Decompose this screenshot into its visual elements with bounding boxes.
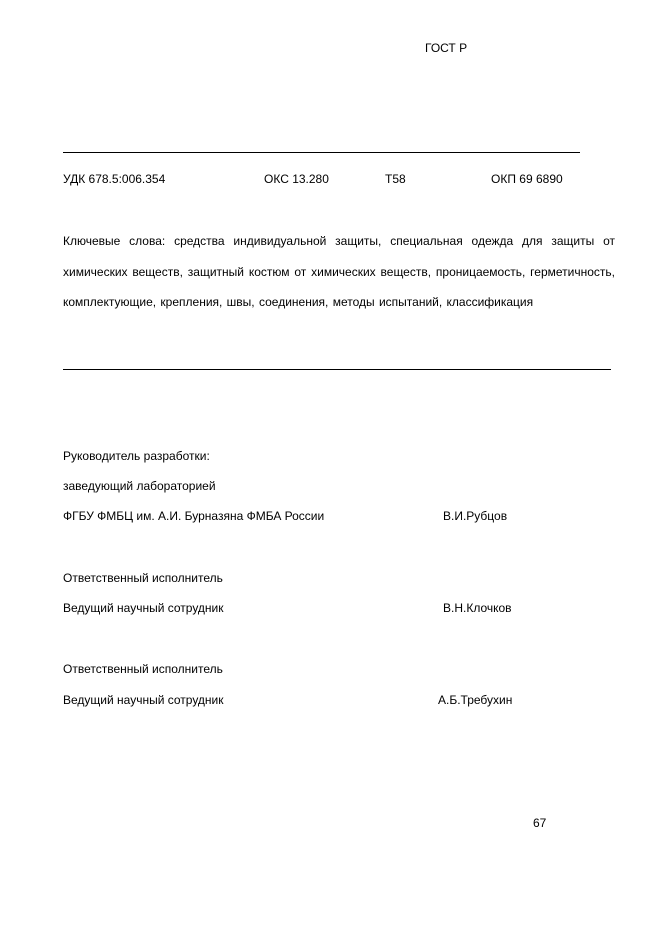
- keywords-paragraph: Ключевые слова: средства индивидуальной защиты, специальная одежда для защиты от химических веществ, защитный костюм от химических веществ, проницаемость, герметичность, комплектующие, крепления, швы, соединения, методы испытаний, классификация: [63, 234, 615, 309]
- udk-code: УДК 678.5:006.354: [63, 172, 166, 186]
- head-title: Руководитель разработки:: [63, 449, 210, 463]
- exec1-title: Ответственный исполнитель: [63, 571, 223, 585]
- head-position: заведующий лабораторией: [63, 479, 216, 493]
- exec2-position: Ведущий научный сотрудник: [63, 693, 224, 707]
- exec2-title: Ответственный исполнитель: [63, 662, 223, 676]
- head-organization: ФГБУ ФМБЦ им. А.И. Бурназяна ФМБА России: [63, 509, 325, 523]
- bottom-divider: [63, 369, 611, 370]
- exec1-position: Ведущий научный сотрудник: [63, 601, 224, 615]
- standard-header: ГОСТ Р: [425, 41, 468, 55]
- okp-code: ОКП 69 6890: [491, 172, 563, 186]
- exec1-name: В.Н.Клочков: [443, 601, 512, 615]
- classifier-code: Т58: [385, 172, 406, 186]
- top-divider: [63, 152, 580, 153]
- page-number: 67: [533, 816, 547, 830]
- head-name: В.И.Рубцов: [443, 509, 508, 523]
- oks-code: ОКС 13.280: [264, 172, 329, 186]
- exec2-name: А.Б.Требухин: [438, 693, 513, 707]
